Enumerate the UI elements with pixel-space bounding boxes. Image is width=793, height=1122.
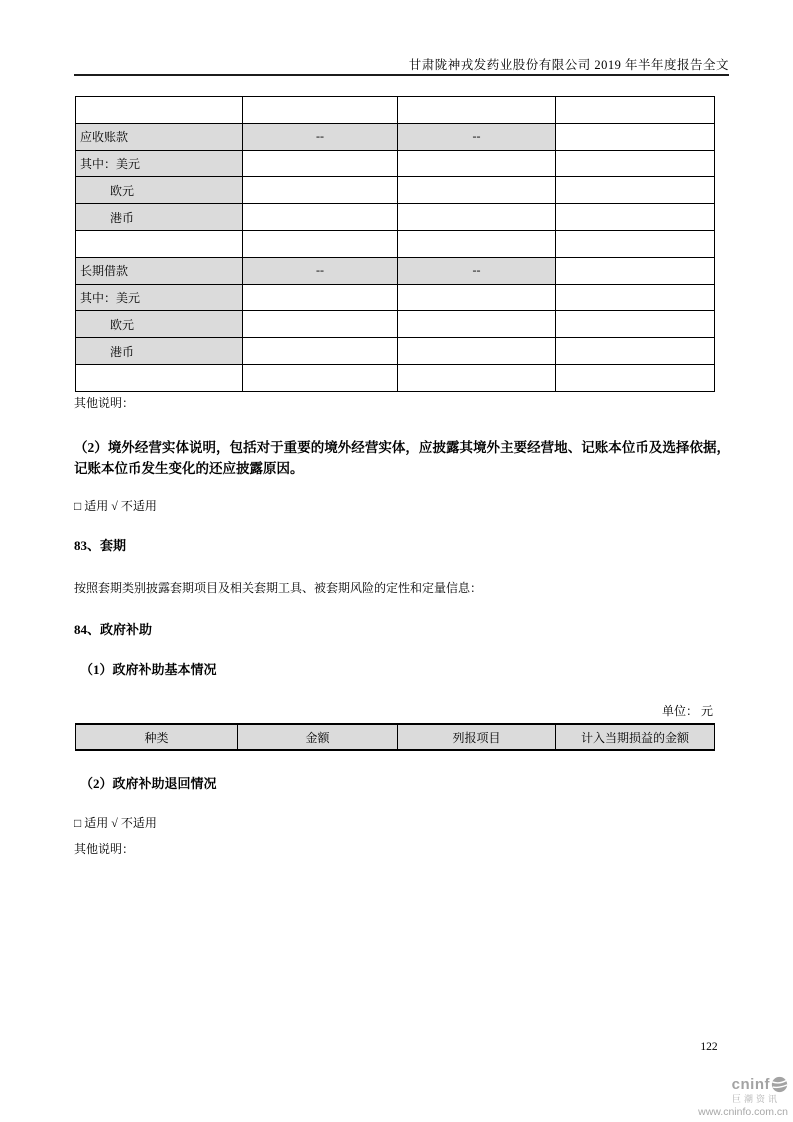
table-row	[76, 311, 715, 338]
table-cell	[76, 230, 243, 257]
table-cell	[398, 311, 556, 338]
table-row	[76, 230, 715, 257]
table-cell	[398, 97, 556, 124]
table-cell: 欧元	[76, 177, 243, 204]
table-cell	[243, 150, 398, 177]
table-row	[76, 97, 715, 124]
table-cell	[398, 338, 556, 365]
table-cell	[243, 97, 398, 124]
table-cell	[556, 311, 715, 338]
table-row	[76, 177, 715, 204]
government-subsidy-table	[75, 723, 715, 751]
table-cell	[556, 230, 715, 257]
table-cell	[243, 204, 398, 231]
section-84-sub2-heading: （2）政府补助退回情况	[80, 776, 217, 791]
table-cell	[398, 204, 556, 231]
table-cell	[556, 257, 715, 284]
overseas-entity-paragraph: （2）境外经营实体说明，包括对于重要的境外经营实体，应披露其境外主要经营地、记账本位币及选择依据，记账本位币发生变化的还应披露原因。	[74, 440, 730, 476]
table-cell: 应收账款	[76, 123, 243, 150]
cninfo-url: www.cninfo.com.cn	[698, 1106, 788, 1118]
unit-label: 单位： 元	[661, 704, 713, 718]
table-cell	[556, 364, 715, 391]
subsidy-table-head-row	[76, 724, 715, 750]
section-84-sub1-heading: （1）政府补助基本情况	[80, 662, 217, 677]
table-cell: 港币	[76, 338, 243, 365]
table-cell: 欧元	[76, 311, 243, 338]
table-cell	[556, 338, 715, 365]
cninfo-logo-text: cninf	[731, 1076, 770, 1093]
section-84-heading: 84、政府补助	[74, 622, 153, 637]
applicable-line-1: □ 适用 √ 不适用	[74, 499, 157, 513]
section-83-body: 按照套期类别披露套期项目及相关套期工具、被套期风险的定性和定量信息：	[74, 581, 483, 595]
other-notes-label-1: 其他说明：	[74, 396, 135, 410]
table-cell	[556, 123, 715, 150]
table-cell	[243, 364, 398, 391]
cninfo-logo	[668, 1076, 788, 1118]
table-row	[76, 123, 715, 150]
table-cell	[76, 97, 243, 124]
table-row	[76, 257, 715, 284]
column-header: 计入当期损益的金额	[556, 724, 715, 750]
table-cell	[243, 230, 398, 257]
table-cell	[556, 177, 715, 204]
table-cell	[556, 97, 715, 124]
table-row	[76, 204, 715, 231]
table-cell	[243, 177, 398, 204]
section-83-heading: 83、套期	[74, 538, 127, 553]
cninfo-swirl-icon	[771, 1076, 788, 1093]
column-header: 种类	[76, 724, 238, 750]
table-cell	[556, 204, 715, 231]
table-cell	[398, 177, 556, 204]
table-cell: --	[243, 257, 398, 284]
table-cell: 港币	[76, 204, 243, 231]
table-cell	[243, 284, 398, 311]
table-cell	[398, 364, 556, 391]
other-notes-label-2: 其他说明：	[74, 842, 135, 856]
header-divider	[74, 74, 729, 76]
table-cell	[243, 311, 398, 338]
table-cell	[398, 230, 556, 257]
table-cell: --	[398, 123, 556, 150]
column-header: 列报项目	[398, 724, 556, 750]
table-cell	[556, 284, 715, 311]
column-header: 金额	[238, 724, 398, 750]
applicable-line-2: □ 适用 √ 不适用	[74, 816, 157, 830]
fx-table-body	[76, 97, 715, 392]
cninfo-logo-row	[668, 1076, 788, 1093]
table-cell	[398, 150, 556, 177]
table-cell	[76, 364, 243, 391]
page-number: 122	[700, 1041, 718, 1053]
table-cell: 其中：美元	[76, 284, 243, 311]
table-cell: --	[243, 123, 398, 150]
table-cell: 其中：美元	[76, 150, 243, 177]
table-row	[76, 150, 715, 177]
report-header-title: 甘肃陇神戎发药业股份有限公司 2019 年半年度报告全文	[408, 58, 729, 72]
table-cell	[398, 284, 556, 311]
table-cell	[243, 338, 398, 365]
foreign-currency-table	[75, 96, 715, 392]
table-cell: 长期借款	[76, 257, 243, 284]
table-row	[76, 338, 715, 365]
table-row	[76, 364, 715, 391]
table-cell	[556, 150, 715, 177]
table-row	[76, 284, 715, 311]
cninfo-chinese-name: 巨潮资讯	[731, 1094, 780, 1104]
table-cell: --	[398, 257, 556, 284]
